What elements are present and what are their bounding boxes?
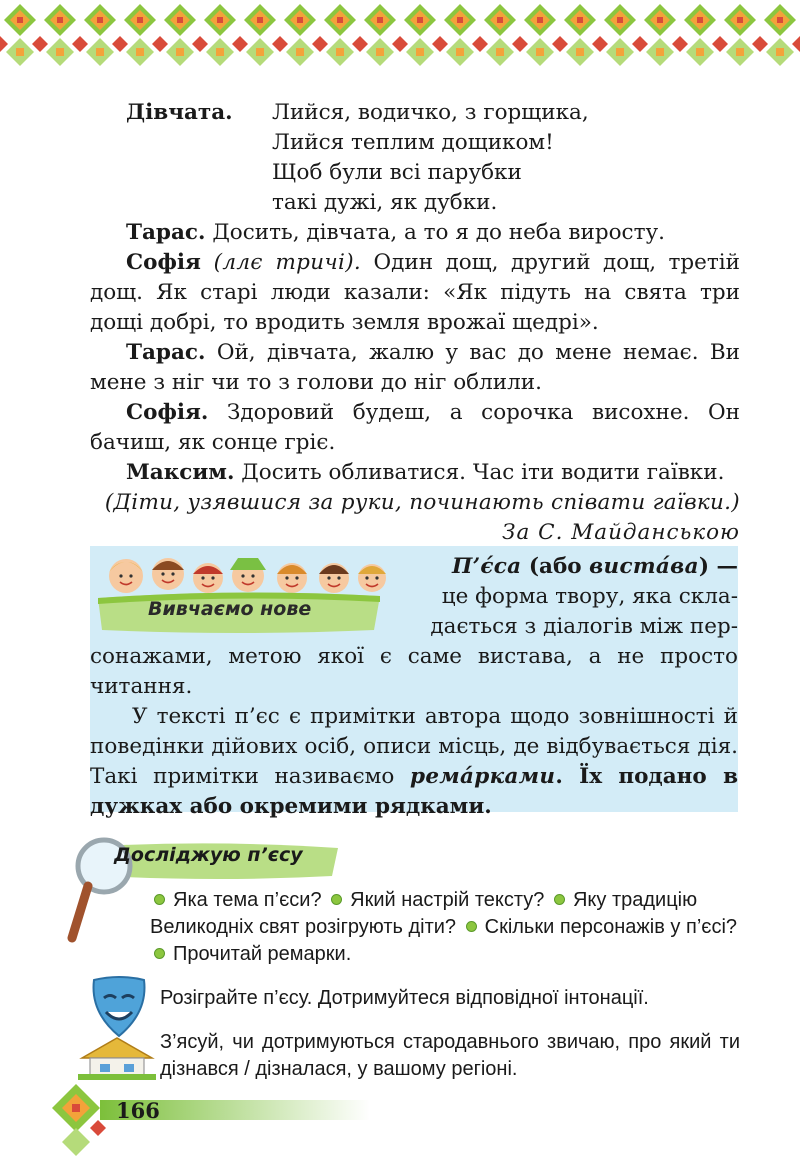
line-sofia-2 xyxy=(90,398,740,458)
source-credit: За С. Майданською xyxy=(502,520,740,545)
poem-line: такі дужі, як дубки. xyxy=(272,190,498,215)
questions xyxy=(150,887,740,968)
poem-lines xyxy=(272,98,672,218)
speaker-sofia: Софія. xyxy=(126,400,209,425)
line-maksym xyxy=(90,458,740,488)
poem-line: Лийся, водичко, з горщика, xyxy=(272,100,589,125)
definition-line: дається з діалогів між пер- xyxy=(430,614,738,639)
speaker-sofia: Софія xyxy=(126,250,201,275)
definition-line: це форма твору, яка скла- xyxy=(441,584,738,609)
bullet-icon xyxy=(554,894,565,905)
question: Яка тема п’єси? xyxy=(173,889,322,911)
remarks-paragraph xyxy=(90,702,738,822)
task-research: З’ясуй, чи дотримуються стародавнього звичаю, про який ти дізнався / дізналася, у вашому регіоні. xyxy=(160,1031,740,1080)
replica: Здоровий будеш, а сорочка висохне. Он бачиш, як сонце гріє. xyxy=(90,400,740,455)
definition-head xyxy=(396,552,738,642)
question: Скільки персонажів у п’єсі? xyxy=(484,916,738,938)
remarks-tail: . Їх подано в дужках або окремими рядками. xyxy=(90,764,739,819)
bullet-icon xyxy=(154,948,165,959)
term-remarks: ремáрками xyxy=(409,764,556,789)
definition-rest: сонажами, метою якої є саме вистава, а не просто читання. xyxy=(90,644,738,699)
line-taras-2 xyxy=(90,338,740,398)
term-play: П’є́са xyxy=(451,554,522,579)
bullet-icon xyxy=(466,921,477,932)
explore-label: Досліджую п’єсу xyxy=(114,844,303,866)
dialogue xyxy=(90,218,740,548)
question: Який настрій тексту? xyxy=(350,889,545,911)
definition-first-line xyxy=(396,552,738,582)
house-icon xyxy=(78,1036,156,1080)
replica: Досить обливатися. Час іти водити гаївки. xyxy=(234,460,725,485)
theatre-mask-icon xyxy=(88,974,150,1040)
question: Яку традицію Великодніх свят розігрують діти? xyxy=(150,889,698,938)
ornament-border xyxy=(0,0,800,72)
stage-direction: (Діти, узявшися за руки, починають співати гаївки.) xyxy=(104,490,740,515)
term-open: (або xyxy=(521,554,590,579)
stage-remark: (ллє тричі). xyxy=(200,250,362,275)
term-close: ) — xyxy=(698,554,738,579)
line-taras-1 xyxy=(90,218,740,248)
line-sofia-1 xyxy=(90,248,740,338)
speaker-taras: Тарас. xyxy=(126,220,206,245)
speaker-girls: Дівчата. xyxy=(126,100,233,125)
term-performance: виста́ва xyxy=(589,554,699,579)
bullet-icon xyxy=(331,894,342,905)
speaker-taras: Тарас. xyxy=(126,340,206,365)
remarks-text: У тексті п’єс є примітки автора щодо зовнішності й поведінки дійових осіб, описи місць, де відбувається дія. Такі примітки називаємо xyxy=(90,704,738,789)
task-act: Розіграйте п’єсу. Дотримуйтеся відповідної інтонації. xyxy=(160,987,649,1009)
learn-label: Вивчаємо нове xyxy=(148,598,312,620)
replica: Один дощ, другий дощ, третій дощ. Як старі люди казали: «Як підуть на свята три дощі добрі, то вродить земля врожаї щедрі». xyxy=(90,250,740,335)
bullet-icon xyxy=(154,894,165,905)
page-number: 166 xyxy=(116,1098,160,1123)
definition-body xyxy=(90,642,738,822)
speaker-maksym: Максим. xyxy=(126,460,235,485)
poem-line: Щоб були всі парубки xyxy=(272,160,522,185)
footer-ornament xyxy=(50,1080,370,1156)
replica: Ой, дівчата, жалю у вас до мене немає. Ви мене з ніг чи то з голови до ніг облили. xyxy=(90,340,740,395)
question: Прочитай ремарки. xyxy=(173,943,352,965)
poem-line: Лийся теплим дощиком! xyxy=(272,130,554,155)
replica: Досить, дівчата, а то я до неба виросту. xyxy=(205,220,665,245)
